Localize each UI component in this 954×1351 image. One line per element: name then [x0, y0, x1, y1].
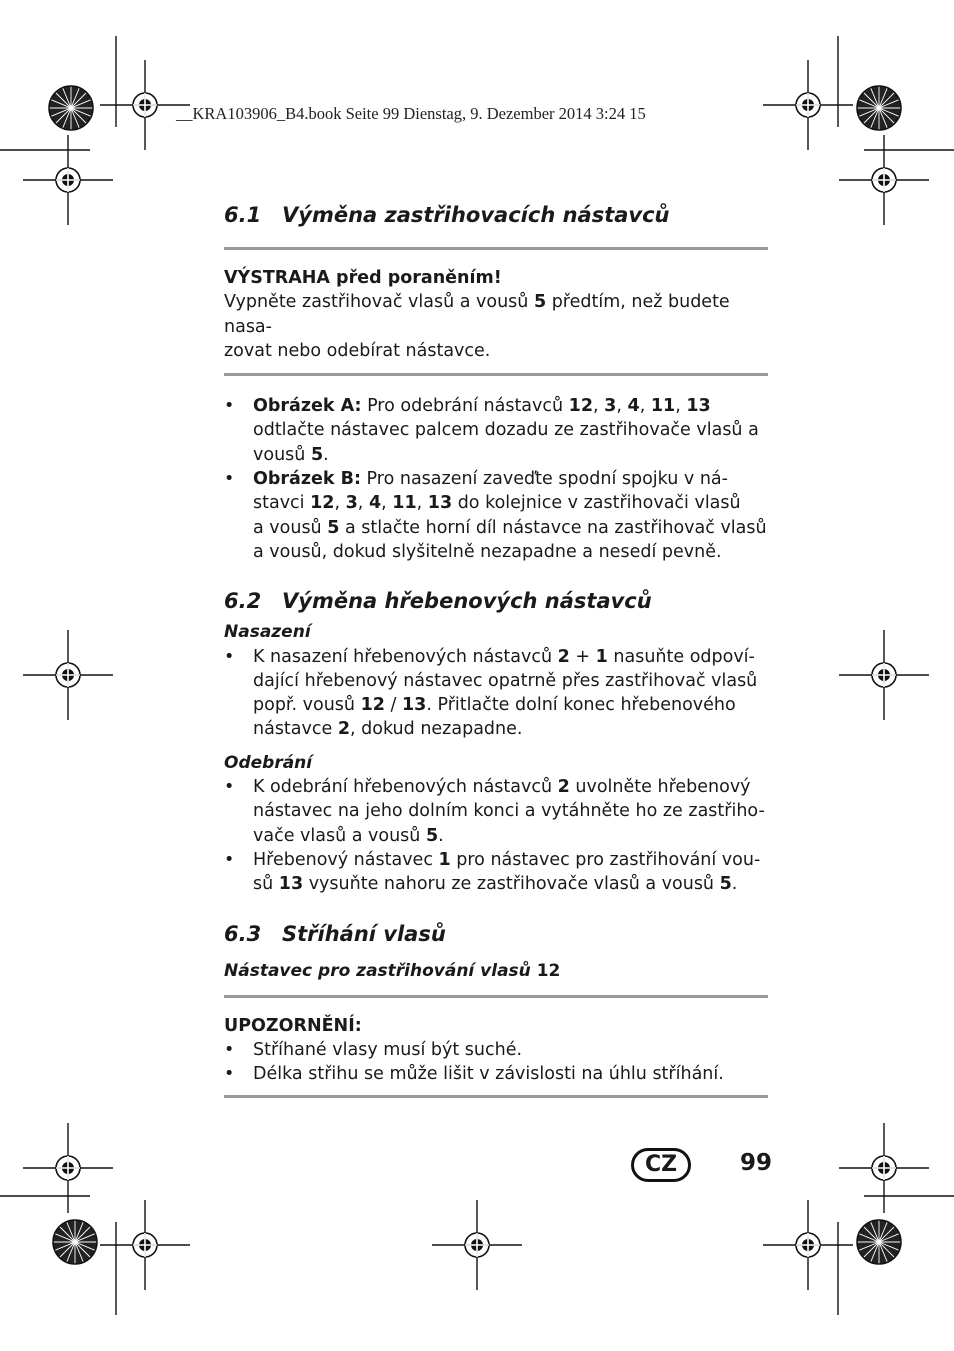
- section-number: 6.1: [224, 203, 262, 227]
- bullet-list: [224, 775, 768, 896]
- subheading-nasazeni: Nasazení: [224, 622, 311, 643]
- language-badge: CZ: [631, 1148, 691, 1182]
- list-item: • Délka střihu se může lišit v závislosti na úhlu stříhání.: [224, 1064, 724, 1085]
- section-number: 6.3: [224, 921, 262, 946]
- section-heading-6-2: [224, 582, 768, 620]
- warning-text: Vypněte zastřihovač vlasů a vousů 5 předtím, než budete nasa- zovat nebo odebírat nástavce.: [224, 292, 730, 361]
- section-heading-6-3: [224, 915, 768, 953]
- section-title: Stříhání vlasů: [282, 921, 446, 946]
- crosshair-icon: [23, 1123, 113, 1213]
- star-target-icon: [857, 86, 901, 130]
- list-item: • Obrázek A: Pro odebrání nástavců 12, 3, 4, 11, 13 odtlačte nástavec palcem dozadu ze zastřihovače vlasů a vousů 5.: [224, 396, 759, 465]
- star-target-icon: [49, 86, 93, 130]
- bullet-list: [224, 1038, 768, 1087]
- bullet-list: [224, 394, 768, 564]
- section-heading-6-1: [224, 196, 768, 234]
- crosshair-icon: [839, 1123, 929, 1213]
- note-title: UPOZORNĚNÍ:: [224, 1015, 362, 1036]
- star-target-icon: [857, 1220, 901, 1264]
- section-title: Výměna zastřihovacích nástavců: [282, 203, 670, 227]
- list-item: • K nasazení hřebenových nástavců 2 + 1 nasuňte odpoví- dající hřebenový nástavec opatrně přes zastřihovač vlasů popř. vousů 12 / 13. Přitlačte dolní konec hřebenového nástavce 2, dokud nezapadne.: [224, 646, 758, 740]
- warning-box: [224, 266, 768, 363]
- list-item: • K odebrání hřebenových nástavců 2 uvolněte hřebenový nástavec na jeho dolním konci a vytáhněte ho ze zastřiho- vače vlasů a vousů 5.: [224, 777, 765, 846]
- bullet-list: [224, 645, 768, 742]
- star-target-icon: [53, 1220, 97, 1264]
- crosshair-icon: [432, 1200, 522, 1290]
- subheading-odebrani: Odebrání: [224, 752, 313, 773]
- list-item: • Stříhané vlasy musí být suché.: [224, 1040, 523, 1061]
- note-box: [224, 1014, 768, 1087]
- divider: [224, 1095, 768, 1098]
- crosshair-icon: [23, 630, 113, 720]
- list-item: • Hřebenový nástavec 1 pro nástavec pro zastřihování vou- sů 13 vysuňte nahoru ze zastřihovače vlasů a vousů 5.: [224, 849, 761, 895]
- page-number: 99: [740, 1150, 773, 1176]
- section-number: 6.2: [224, 589, 262, 614]
- main-content: [224, 196, 768, 1098]
- section-title: Výměna hřebenových nástavců: [282, 589, 652, 614]
- print-header: __KRA103906_B4.book Seite 99 Dienstag, 9. Dezember 2014 3:24 15: [176, 104, 646, 123]
- subheading-nastavec: Nástavec pro zastřihování vlasů 12: [224, 960, 561, 981]
- crosshair-icon: [100, 1200, 190, 1290]
- crosshair-icon: [839, 135, 929, 225]
- crosshair-icon: [763, 60, 853, 150]
- crosshair-icon: [763, 1200, 853, 1290]
- crosshair-icon: [23, 135, 113, 225]
- warning-title: VÝSTRAHA před poraněním!: [224, 268, 502, 288]
- list-item: • Obrázek B: Pro nasazení zaveďte spodní spojku v ná- stavci 12, 3, 4, 11, 13 do kolejnice v zastřihovači vlasů a vousů 5 a stlačte horní díl nástavce na zastřihovač vlasů a vousů, dokud slyšitelně nezapadne a nesedí pevně.: [224, 469, 767, 562]
- crosshair-icon: [839, 630, 929, 720]
